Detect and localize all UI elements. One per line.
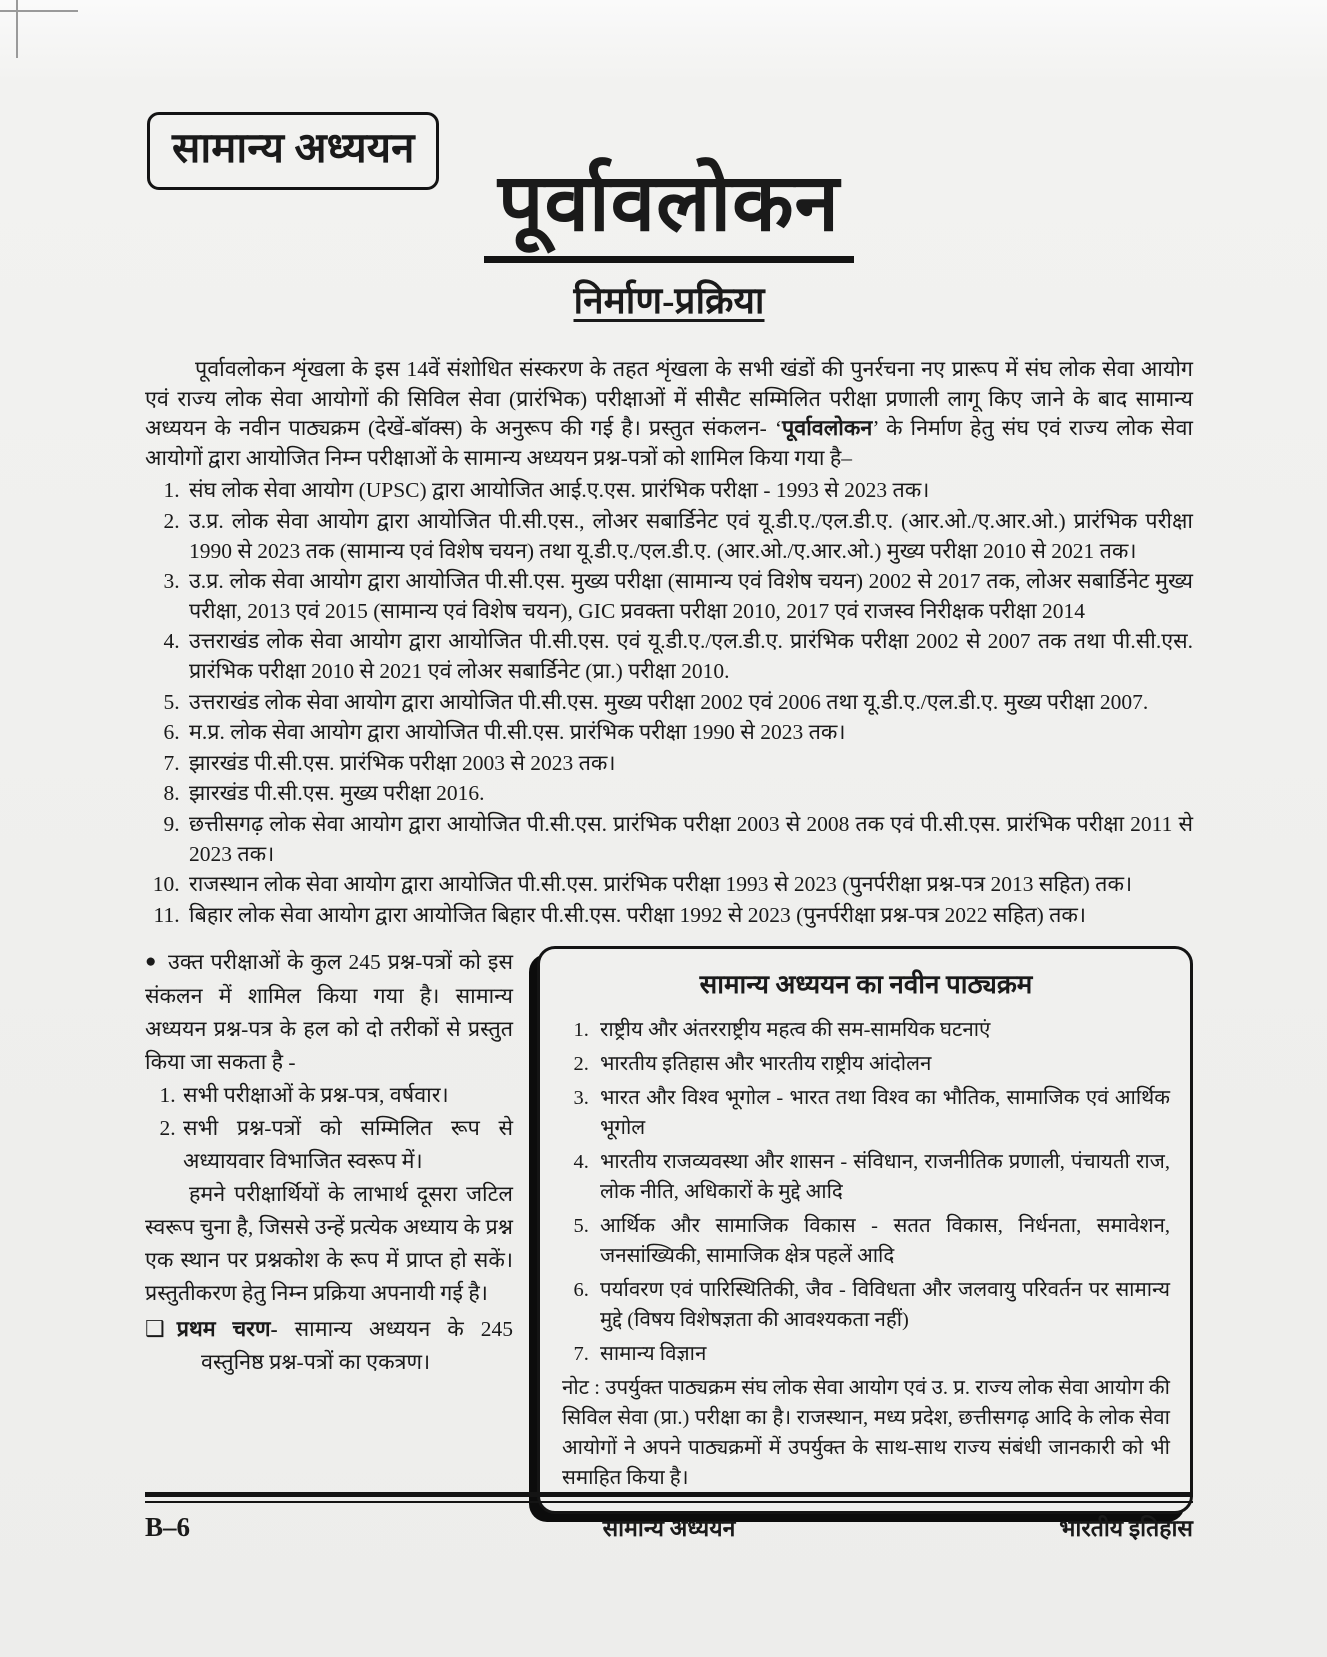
syllabus-item: 2. भारतीय इतिहास और भारतीय राष्ट्रीय आंदोलन (594, 1049, 1170, 1079)
exam-list-item: 3. उ.प्र. लोक सेवा आयोग द्वारा आयोजित पी.सी.एस. मुख्य परीक्षा (सामान्य एवं विशेष चयन) 2002 से 2017 तक, लोअर सबार्डिनेट मुख्य परीक्षा, 2013 एवं 2015 (सामान्य एवं विशेष चयन), GIC प्रवक्ता परीक्षा 2010, 2017 एवं राजस्व निरीक्षक परीक्षा 2014 (185, 567, 1193, 626)
page-title: पूर्वावलोकन (484, 160, 854, 263)
left-column (145, 946, 513, 1514)
syllabus-item: 1. राष्ट्रीय और अंतरराष्ट्रीय महत्व की सम-सामयिक घटनाएं (594, 1015, 1170, 1045)
exam-list-item: 4. उत्तराखंड लोक सेवा आयोग द्वारा आयोजित पी.सी.एस. एवं यू.डी.ए./एल.डी.ए. प्रारंभिक परीक्षा 2002 से 2007 तक तथा पी.सी.एस. प्रारंभिक परीक्षा 2010 से 2021 एवं लोअर सबार्डिनेट (प्रा.) परीक्षा 2010. (185, 627, 1193, 686)
syllabus-list (562, 1015, 1170, 1369)
series-badge-label: सामान्य अध्ययन (172, 126, 415, 172)
syllabus-item: 5. आर्थिक और सामाजिक विकास - सतत विकास, निर्धनता, समावेशन, जनसांख्यिकी, सामाजिक क्षेत्र पहलें आदि (594, 1211, 1170, 1271)
exam-list-item: 8. झारखंड पी.सी.एस. मुख्य परीक्षा 2016. (185, 779, 1193, 809)
syllabus-box (537, 946, 1193, 1514)
intro-text-end: ’ के निर्माण हेतु संघ एवं राज्य लोक सेवा आयोगों द्वारा आयोजित निम्न परीक्षाओं के सामान्य अध्ययन प्रश्न-पत्रों को शामिल किया गया है– (145, 416, 1193, 470)
body-text (145, 355, 1193, 1514)
exam-list-item: 9. छत्तीसगढ़ लोक सेवा आयोग द्वारा आयोजित पी.सी.एस. प्रारंभिक परीक्षा 2003 से 2008 तक एवं पी.सी.एस. प्रारंभिक परीक्षा 2011 से 2023 तक। (185, 810, 1193, 869)
exam-list-item: 1. संघ लोक सेवा आयोग (UPSC) द्वारा आयोजित आई.ए.एस. प्रारंभिक परीक्षा - 1993 से 2023 तक। (185, 476, 1193, 506)
methods-list (145, 1079, 513, 1178)
syllabus-item: 3. भारत और विश्व भूगोल - भारत तथा विश्व का भौतिक, सामाजिक एवं आर्थिक भूगोल (594, 1083, 1170, 1143)
footer-chapter-title: भारतीय इतिहास (1059, 1516, 1193, 1541)
exam-list-item: 7. झारखंड पी.सी.एस. प्रारंभिक परीक्षा 2003 से 2023 तक। (185, 749, 1193, 779)
syllabus-item: 6. पर्यावरण एवं पारिस्थितिकी, जैव - विविधता और जलवायु परिवर्तन पर सामान्य मुद्दे (विषय विशेषज्ञता की आवश्यकता नहीं) (594, 1275, 1170, 1335)
syllabus-note: नोट : उपर्युक्त पाठ्यक्रम संघ लोक सेवा आयोग एवं उ. प्र. राज्य लोक सेवा आयोग की सिविल सेवा (प्रा.) परीक्षा का है। राजस्थान, मध्य प्रदेश, छत्तीसगढ़ आदि के लोक सेवा आयोगों ने अपने पाठ्यक्रमों में उपर्युक्त के साथ-साथ राज्य संबंधी जानकारी को भी समाहित किया है। (562, 1377, 1170, 1490)
step-text: सामान्य अध्ययन के 245 वस्तुनिष्ठ प्रश्न-पत्रों का एकत्रण। (201, 1317, 513, 1375)
bullet-icon: ● (145, 951, 159, 973)
content-columns (145, 946, 1193, 1514)
intro-highlight: पूर्वावलोकन (782, 416, 873, 441)
crop-mark-horizontal (0, 10, 78, 12)
summary-paragraph (145, 946, 513, 1079)
exam-list-item: 5. उत्तराखंड लोक सेवा आयोग द्वारा आयोजित पी.सी.एस. मुख्य परीक्षा 2002 एवं 2006 तथा यू.डी.ए./एल.डी.ए. मुख्य परीक्षा 2007. (185, 688, 1193, 718)
summary-text: उक्त परीक्षाओं के कुल 245 प्रश्न-पत्रों को इस संकलन में शामिल किया गया है। सामान्य अध्ययन प्रश्न-पत्र के हल को दो तरीकों से प्रस्तुत किया जा सकता है - (145, 950, 513, 1075)
method-item: 1. सभी परीक्षाओं के प्रश्न-पत्र, वर्षवार। (181, 1079, 513, 1112)
exam-list-item: 6. म.प्र. लोक सेवा आयोग द्वारा आयोजित पी.सी.एस. प्रारंभिक परीक्षा 1990 से 2023 तक। (185, 718, 1193, 748)
page-number: B–6 (145, 1512, 191, 1542)
detail-paragraph: हमने परीक्षार्थियों के लाभार्थ दूसरा जटिल स्वरूप चुना है, जिससे उन्हें प्रत्येक अध्याय के प्रश्न एक स्थान पर प्रश्नकोश के रूप में प्राप्त हो सकें। प्रस्तुतीकरण हेतु निम्न प्रक्रिया अपनायी गई है। (145, 1182, 513, 1306)
method-item: 2. सभी प्रश्न-पत्रों को सम्मिलित रूप से अध्यायवार विभाजित स्वरूप में। (181, 1112, 513, 1178)
exam-list-item: 10. राजस्थान लोक सेवा आयोग द्वारा आयोजित पी.सी.एस. प्रारंभिक परीक्षा 1993 से 2023 (पुनर्परीक्षा प्रश्न-पत्र 2013 सहित) तक। (185, 870, 1193, 900)
footer-row (145, 1503, 1193, 1543)
syllabus-item: 7. सामान्य विज्ञान (594, 1339, 1170, 1369)
syllabus-title: सामान्य अध्ययन का नवीन पाठ्यक्रम (699, 970, 1033, 1000)
exam-list-item: 2. उ.प्र. लोक सेवा आयोग द्वारा आयोजित पी.सी.एस., लोअर सबार्डिनेट एवं यू.डी.ए./एल.डी.ए. (आर.ओ./ए.आर.ओ.) प्रारंभिक परीक्षा 1990 से 2023 तक (सामान्य एवं विशेष चयन) तथा यू.डी.ए./एल.डी.ए. (आर.ओ./ए.आर.ओ.) मुख्य परीक्षा 2010 से 2021 तक। (185, 507, 1193, 566)
step-label: प्रथम चरण- (176, 1317, 278, 1342)
exam-list-item: 11. बिहार लोक सेवा आयोग द्वारा आयोजित बिहार पी.सी.एस. परीक्षा 1992 से 2023 (पुनर्परीक्षा प्रश्न-पत्र 2022 सहित) तक। (185, 901, 1193, 931)
checkbox-icon: ❑ (145, 1316, 165, 1342)
first-step (145, 1312, 513, 1379)
intro-paragraph (145, 355, 1193, 473)
syllabus-item: 4. भारतीय राजव्यवस्था और शासन - संविधान, राजनीतिक प्रणाली, पंचायती राज, लोक नीति, अधिकारों के मुद्दे आदि (594, 1147, 1170, 1207)
page-footer (145, 1492, 1193, 1543)
footer-section-title: सामान्य अध्ययन (602, 1516, 736, 1541)
intro-text-start: पूर्वावलोकन शृंखला के इस 14वें संशोधित संस्करण के तहत शृंखला के सभी खंडों की पुनर्रचना नए प्रारूप में संघ लोक सेवा आयोग एवं राज्य लोक सेवा आयोगों की सिविल सेवा (प्रारंभिक) परीक्षाओं में सीसैट सम्मिलित परीक्षा प्रणाली लागू किए जाने के बाद सामान्य अध्ययन के नवीन पाठ्यक्रम (देखें-बॉक्स) के अनुरूप की गई है। प्रस्तुत संकलन- ‘ (145, 357, 1193, 441)
title-block (145, 160, 1193, 324)
page-subtitle: निर्माण-प्रक्रिया (573, 281, 765, 322)
crop-mark-vertical (16, 0, 18, 58)
exam-list (145, 476, 1193, 930)
footer-rule (145, 1492, 1193, 1503)
